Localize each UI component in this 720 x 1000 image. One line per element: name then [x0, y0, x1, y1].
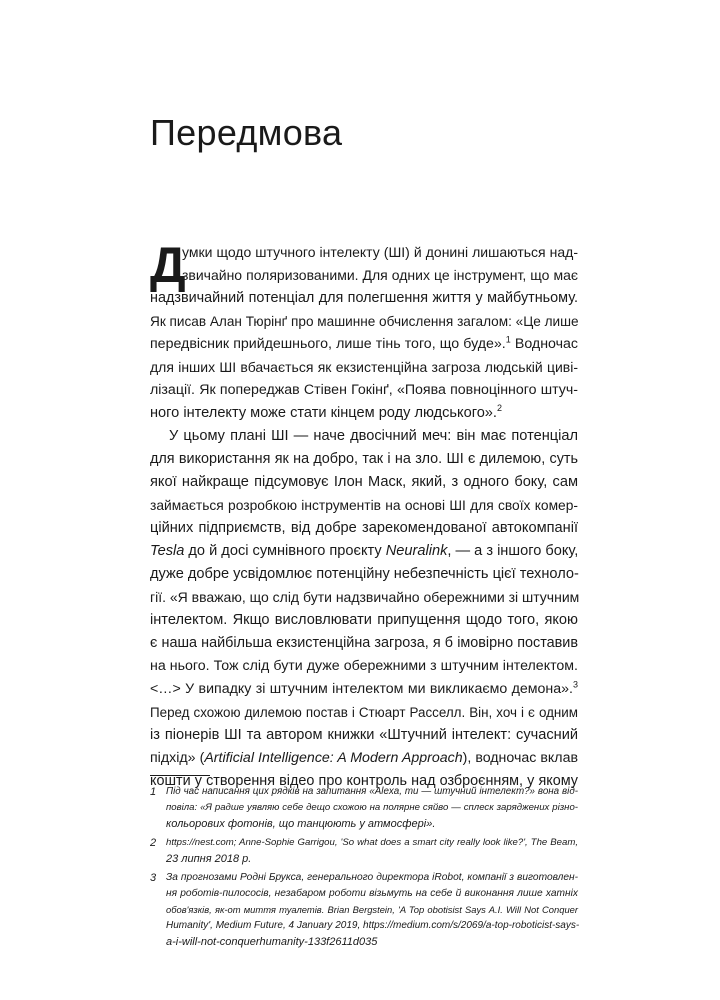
text-line: дуже добре усвідомлює потенційну небезпечність цієї техноло-	[150, 566, 579, 582]
text-line: передвісник прийдешнього, лише тінь того, що буде».$^1$ Водночас	[150, 334, 579, 352]
text-line: гії. «Я вважаю, що слід бути надзвичайно обережними зі штучним	[150, 589, 580, 605]
text-line: інтелектом. Якщо висловлювати припущення щодо того, якою	[150, 612, 578, 628]
text-line: підхід» (Artificial Intelligence: A Modern Approach), водночас вклав	[150, 750, 579, 766]
text-line: Перед схожою дилемою постав і Стюарт Расселл. Він, хоч і є одним	[150, 705, 578, 720]
text-line: для використання як на добро, так і на зло. ШІ є дилемою, суть	[150, 451, 578, 467]
footnote-line: Humanity', Medium Future, 4 January 2019, https://medium.com/s/2069/a-top-roboticist-says-	[166, 920, 580, 931]
text-line: на нього. Тож слід бути дуже обережними з штучним інтелектом.	[150, 658, 578, 674]
footnotes	[150, 784, 578, 953]
text-line: із піонерів ШІ та автором книжки «Штучний інтелект: сучасний	[150, 727, 578, 743]
footnote-line: ня роботів-пилососів, незабаром роботи візьмуть на себе й виконання лише хатніх	[166, 888, 578, 899]
footnote	[150, 784, 578, 832]
footnote-line: https://nest.com; Anne-Sophie Garrigou, 'So what does a smart city really look like?', The Beam,	[166, 837, 578, 848]
footnote	[150, 870, 578, 950]
footnote-line: a-i-will-not-conquerhumanity-133f2611d035	[166, 936, 378, 948]
text-line: Як писав Алан Тюрінґ про машинне обчислення загалом: «Це лише	[150, 314, 579, 329]
footnote-line: Під час написання цих рядків на запитання «Alexa, ти — штучний інтелект?» вона від-	[166, 786, 578, 797]
text-line: звичайно поляризованими. Для одних це інструмент, що має	[182, 267, 578, 283]
page-title: Передмова	[150, 112, 343, 153]
text-line: Tesla до й досі сумнівного проєкту Neuralink, — а з іншого боку,	[150, 543, 579, 559]
footnote	[150, 835, 578, 867]
footnote-ref: 3	[572, 679, 578, 690]
footnote-line: За прогнозами Родні Брукса, генерального директора iRobot, компанії з виготовлен-	[166, 872, 578, 883]
footnote-line: повіла: «Я радше уявляю себе дещо схожою на полярне сяйво — сплеск заряджених різно-	[166, 802, 578, 813]
text-line: лізації. Як попереджав Стівен Гокінґ, «Поява повноцінного штуч-	[150, 382, 578, 398]
text-line: надзвичайний потенціал для полегшення життя у майбутньому.	[150, 290, 578, 306]
footnote-number: 3	[150, 872, 157, 884]
text-line: є наша найбільша екзистенційна загроза, я б імовірно поставив	[150, 635, 578, 651]
footnote-divider	[150, 775, 210, 776]
text-line: <…> У випадку зі штучним інтелектом ми викликаємо демона».$^3$	[150, 679, 578, 697]
text-line: ційних підприємств, від добре зарекомендованої автокомпанії	[150, 520, 578, 536]
text-line: якої найкраще підсумовує Ілон Маск, який, з одного боку, сам	[150, 474, 578, 490]
footnote-ref: 1	[505, 334, 511, 345]
footnote-number: 2	[150, 837, 157, 849]
text-line: кошти у створення відео про контроль над озброєнням, у якому	[150, 773, 578, 789]
footnote-number: 1	[150, 786, 157, 798]
text-line: для інших ШІ вбачається як екзистенційна загроза людській циві-	[150, 359, 578, 375]
text-line: ного інтелекту може стати кінцем роду людського».$^2$	[150, 403, 502, 421]
drop-cap: Д	[150, 237, 186, 293]
footnote-line: кольорових фотонів, що танцюють у атмосфері».	[166, 818, 436, 830]
text-line: умки щодо штучного інтелекту (ШІ) й донині лишаються над-	[182, 244, 578, 260]
text-line: У цьому плані ШІ — наче двосічний меч: він має потенціал	[169, 428, 578, 444]
footnote-line: обов'язків, як-от миття туалетів. Brian Bergstein, 'A Top obotisist Says A.I. Will Not Conquer	[166, 904, 578, 915]
footnote-line: 23 липня 2018 р.	[166, 853, 252, 865]
footnote-ref: 2	[496, 403, 502, 414]
text-line: займається розробкою інструментів на основі ШІ для своїх комер-	[150, 498, 578, 513]
main-text	[150, 237, 580, 793]
